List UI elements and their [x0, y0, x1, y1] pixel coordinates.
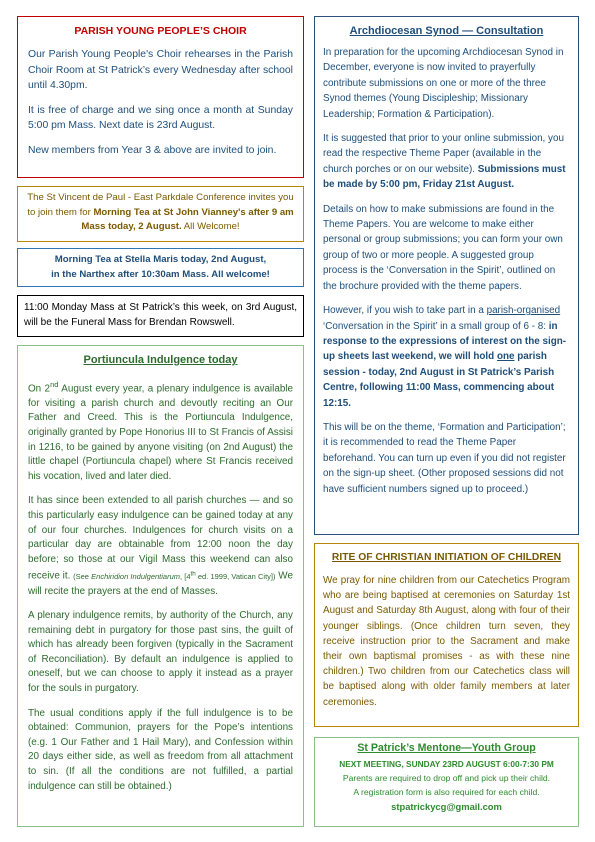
morning-tea-line-1: Morning Tea at Stella Maris today, 2nd August, — [54, 254, 267, 265]
p2-ref-c: ed. 1999, Vatican City]) — [195, 571, 276, 581]
synod-title: Archdiocesan Synod — Consultation — [349, 25, 544, 37]
p2-ref-italic: Enchiridion Indulgentiarum — [91, 571, 181, 581]
youth-next-meeting: NEXT MEETING, SUNDAY 23RD AUGUST 6:00-7:30 PM — [339, 759, 554, 769]
rite-paragraph: We pray for nine children from our Catechetics Program who are being baptised at ceremonies on Saturday 1st August and Saturday 8th August, along with four of their younger siblings. (Once children turn seven, they receive instruction prior to the Sacrament and make their own baptismal promises - as with these nine children.) Two children from our Catechetics class will be baptised along with older family members at later ceremonies. — [323, 575, 570, 708]
synod-paragraph-3: Details on how to make submissions are found in the Theme Papers. You are welcome to make either personal or group submissions; you can form your own group of two or more people. A suggested group process is the ‘Conversation in the Spirit’, outlined on the brochure provided with the theme papers. — [323, 203, 563, 292]
synod-p4-a: However, if you wish to take part in a — [323, 305, 487, 317]
youth-registration-note: A registration form is also required for each child. — [353, 787, 540, 797]
synod-p4-one: one — [496, 351, 515, 363]
portiuncula-paragraph-1 — [28, 378, 293, 484]
portiuncula-title: Portiuncula Indulgence today — [83, 354, 238, 366]
synod-paragraph-2 — [323, 131, 570, 193]
p2-ref-a: (See — [73, 571, 92, 581]
synod-p4-b: ‘Conversation in the Spirit’ in a small group of 6 - 8: — [323, 320, 549, 332]
portiuncula-paragraph-4: The usual conditions apply if the full indulgence is to be obtained: Communion, prayers for the Pope’s intentions (e.g. 1 Our Father and 1 Hail Mary), and Confession within 20 days either side, as well as freedom from all attachment to sin. (If all the conditions are not fulfilled, a partial indulgence can still be obtained.) — [28, 707, 293, 792]
youth-parents-note: Parents are required to drop off and pick up their child. — [342, 773, 551, 783]
portiuncula-paragraph-3: A plenary indulgence remits, by authority of the Church, any remaining debt in purgatory for those past sins, the guilt of which has already been forgiven (typically in the Sacrament of Reconciliation). By default an indulgence is applied to oneself, but we can choose to apply it instead as a prayer for the souls in purgatory. — [28, 610, 293, 695]
rite-title: RITE OF CHRISTIAN INITIATION OF CHILDREN — [331, 552, 562, 563]
morning-tea-line-2: in the Narthex after 10:30am Mass. All welcome! — [51, 268, 270, 280]
portiuncula-paragraph-2 — [28, 494, 293, 599]
synod-paragraph-4 — [323, 303, 570, 411]
choir-paragraph-2: It is free of charge and we sing once a month at Sunday 5:00 pm Mass. Next date is 23rd August. — [28, 104, 293, 131]
synod-p4-d: parish session - today, 2nd August in St Patrick’s Parish Centre, following 11:00 Mass, commencing about 12:15. — [323, 351, 555, 409]
choir-paragraph-3: New members from Year 3 & above are invited to join. — [28, 144, 277, 156]
synod-deadline: Submissions must be made by 5:00 pm, Friday 21st August. — [323, 163, 566, 191]
choir-paragraph-1: Our Parish Young People's Choir rehearses in the Parish Choir Room at St Patrick’s every Wednesday after school until 4.30pm. — [28, 49, 293, 91]
rite-notice — [314, 543, 579, 727]
choir-notice — [17, 16, 304, 178]
funeral-text: 11:00 Monday Mass at St Patrick’s this week, on 3rd August, will be the Funeral Mass for Brendan Rowswell. — [24, 302, 297, 328]
synod-p2-text: It is suggested that prior to your online submission, you read the respective Theme Paper (available in the church porches or on our website). — [323, 133, 564, 175]
synod-paragraph-1: In preparation for the upcoming Archdiocesan Synod in December, everyone is now invited to prayerfully contribute submissions on one or more of the three Synod themes (Young Discipleship; Missionary Leadership; Formation & Participation). — [323, 47, 564, 120]
p1-text-a: On 2 — [28, 383, 51, 395]
p2-text-a: It has since been extended to all parish churches — and so this particularly easy indulgence can be gained today at any of our four churches. Indulgences for church visits on a particular day are obtainable from 12:00 noon the day before; so those at our Vigil Mass this weekend can also receive it. — [28, 495, 293, 582]
synod-p4-c: in response to the expressions of interest on the sign-up sheets last weekend, we will hold — [323, 320, 567, 363]
synod-notice — [314, 16, 579, 535]
morning-tea-notice — [17, 248, 304, 287]
p2-text-b: We will recite the prayers at the end of Masses. — [28, 570, 293, 597]
p2-reference — [73, 572, 275, 581]
svdp-text-a: The St Vincent de Paul - East Parkdale Conference invites you to join them for — [27, 192, 294, 218]
p2-ref-sup: th — [190, 570, 196, 578]
parish-organised-text: parish-organised — [486, 305, 561, 317]
svdp-text-bold: Morning Tea at St John Vianney's after 9 am Mass today, 2 August. — [81, 206, 294, 232]
funeral-notice — [17, 295, 304, 337]
p1-sup: nd — [50, 380, 59, 389]
portiuncula-notice — [17, 345, 304, 827]
synod-paragraph-5: This will be on the theme, ‘Formation and Participation’; it is recommended to read the Theme Paper beforehand. You can turn up even if you did not register on the sign-up sheet. (Other proposed sessions did not have sufficient numbers signed up to proceed.) — [323, 421, 566, 495]
youth-email[interactable]: stpatrickycg@gmail.com — [391, 801, 502, 812]
youth-title: St Patrick’s Mentone—Youth Group — [357, 742, 536, 754]
youth-group-notice — [314, 737, 579, 827]
p2-ref-b: , [4 — [180, 571, 191, 581]
svdp-notice — [17, 186, 304, 242]
p1-text-b: August every year, a plenary indulgence is available for visiting a parish church and devoutly reciting an Our Father and Creed. This is the Portiuncula Indulgence, originally granted by Pope Honorius III to St Francis of Assisi in 1216, to be gained by anyone visiting (on 2nd August) the little chapel (Portiuncula chapel) where St Francis received his vocation, lived and later died. — [28, 383, 293, 482]
choir-title: PARISH YOUNG PEOPLE’S CHOIR — [74, 25, 247, 37]
synod-p4-bold — [323, 321, 566, 409]
svdp-text-c: All Welcome! — [181, 221, 240, 232]
